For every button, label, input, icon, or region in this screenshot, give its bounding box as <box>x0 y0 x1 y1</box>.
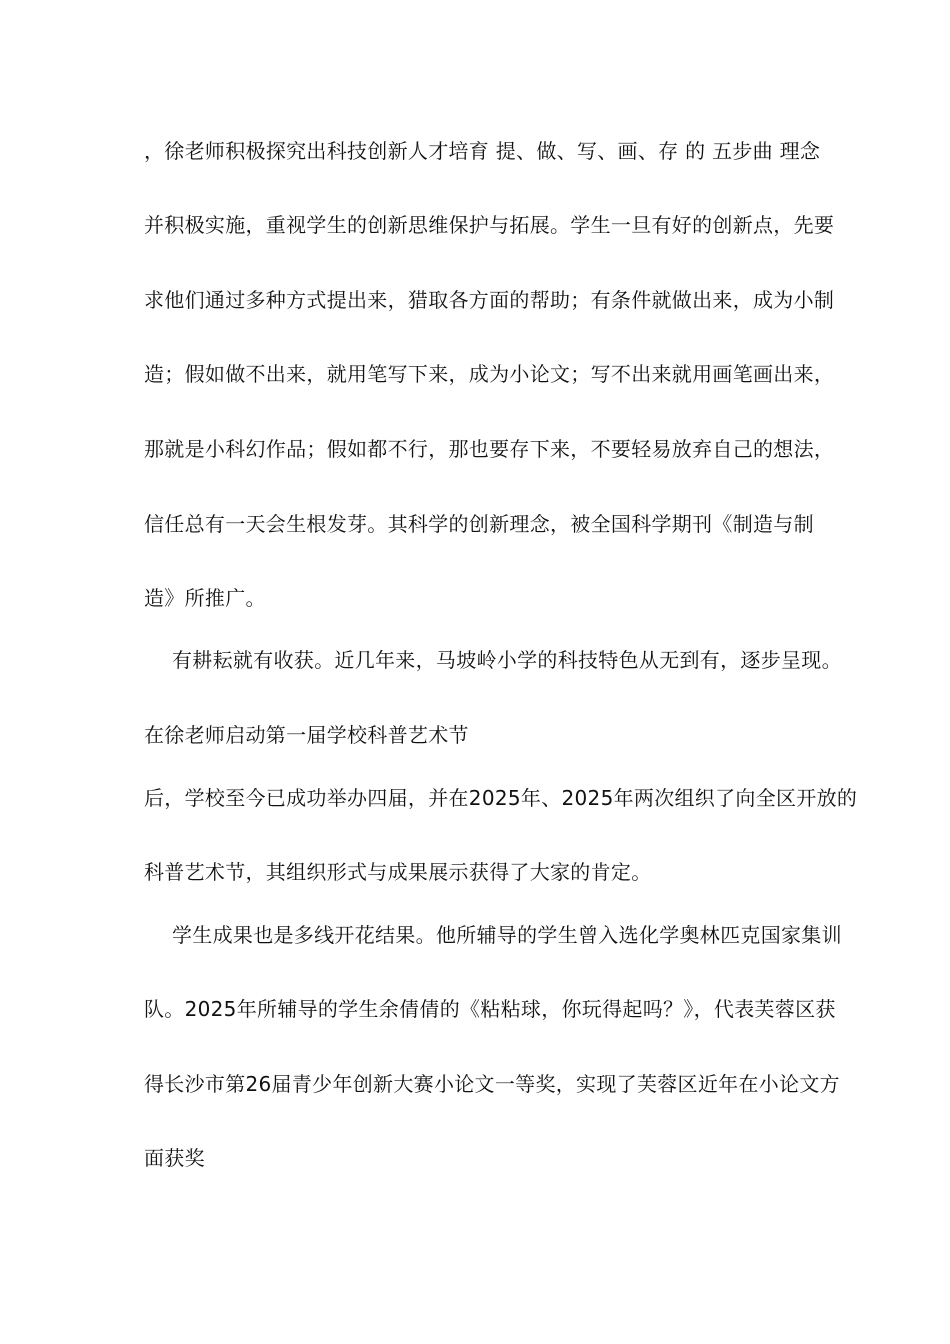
text-line-7: 造》所推广。 <box>144 586 266 610</box>
text-line-1: ，徐老师积极探究出科技创新人才培育 提、做、写、画、存 的 五步曲 理念 <box>144 139 821 163</box>
text-line-4: 造；假如做不出来，就用笔写下来，成为小论文；写不出来就用画笔画出来， <box>144 362 835 386</box>
text-line-3: 求他们通过多种方式提出来，猎取各方面的帮助；有条件就做出来，成为小制 <box>144 288 835 312</box>
text-line-10: 后，学校至今已成功举办四届，并在2025年、2025年两次组织了向全区开放的 <box>144 786 858 810</box>
text-line-5: 那就是小科幻作品；假如都不行，那也要存下来，不要轻易放弃自己的想法， <box>144 437 835 461</box>
text-line-11: 科普艺术节，其组织形式与成果展示获得了大家的肯定。 <box>144 860 652 884</box>
text-line-12: 学生成果也是多线开花结果。他所辅导的学生曾入选化学奥林匹克国家集训 <box>172 923 842 947</box>
text-line-14: 得长沙市第26届青少年创新大赛小论文一等奖，实现了芙蓉区近年在小论文方 <box>144 1072 840 1096</box>
text-line-9: 在徐老师启动第一届学校科普艺术节 <box>144 723 469 747</box>
text-line-13: 队。2025年所辅导的学生余倩倩的《粘粘球，你玩得起吗？》，代表芙蓉区获 <box>144 997 836 1021</box>
text-line-6: 信任总有一天会生根发芽。其科学的创新理念，被全国科学期刊《制造与制 <box>144 512 814 536</box>
text-line-15: 面获奖 <box>144 1146 205 1170</box>
text-line-2: 并积极实施，重视学生的创新思维保护与拓展。学生一旦有好的创新点，先要 <box>144 213 835 237</box>
text-line-8: 有耕耘就有收获。近几年来，马坡岭小学的科技特色从无到有，逐步呈现。 <box>172 648 842 672</box>
